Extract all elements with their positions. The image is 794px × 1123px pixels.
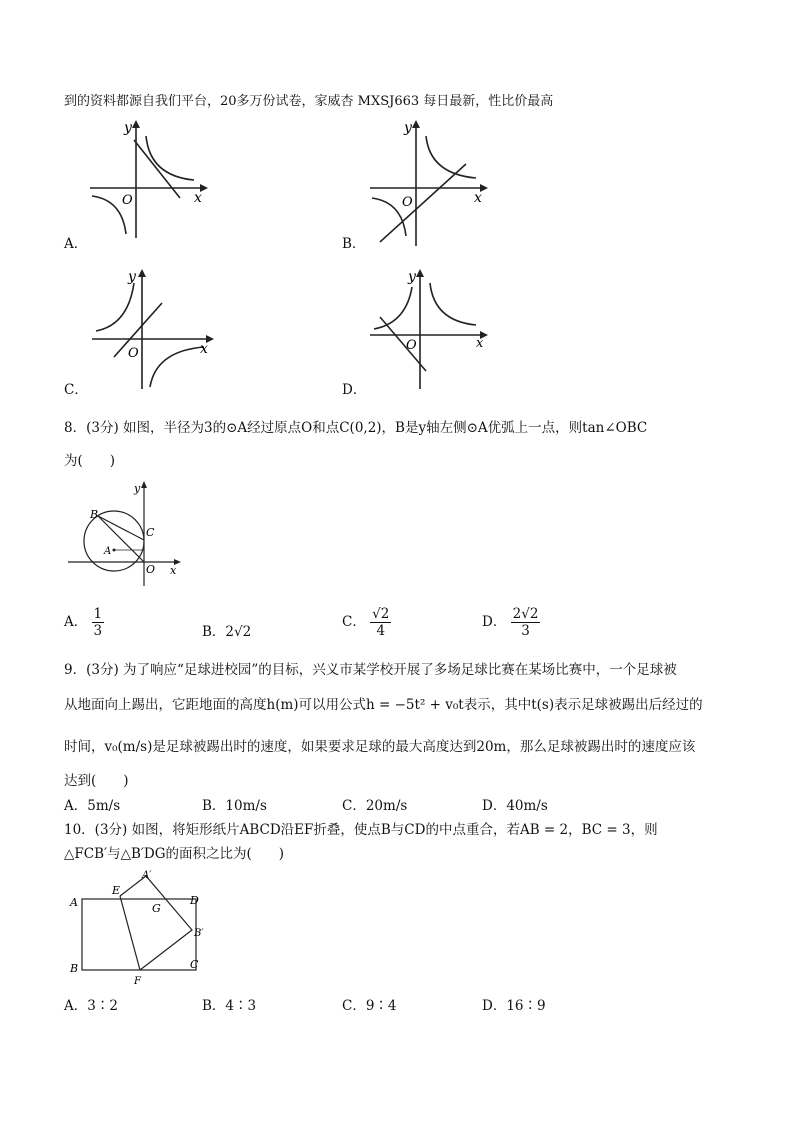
q10-option-c[interactable]: C．9∶4	[342, 998, 397, 1014]
q9-option-a[interactable]: A．5m/s	[64, 798, 121, 814]
q10-text-line2: △FCB′与△B′DG的面积之比为( )	[64, 846, 285, 862]
q9-text-line3: 时间，v₀(m/s)是足球被踢出时的速度，如果要求足球的最大高度达到20m，那么足球被踢出时的速度应该	[64, 739, 696, 755]
graph-b-x-label: x	[474, 190, 482, 206]
q10-text-line1: 10．(3分) 如图，将矩形纸片ABCD沿EF折叠，使点B与CD的中点重合，若AB = 2，BC = 3，则	[64, 822, 658, 838]
q9-text-line4: 达到( )	[64, 773, 129, 789]
graph-a-origin-label: O	[122, 193, 133, 208]
q10-fig-b-prime-label: B′	[194, 928, 204, 939]
q8-option-a-fraction: $\frac{1}{3}$	[93, 606, 103, 639]
q8-fig-x-label: x	[170, 564, 177, 577]
q7-option-c[interactable]: C．	[64, 382, 88, 398]
graph-a-x-label: x	[194, 190, 202, 206]
q10-fig-c-label: C	[190, 958, 199, 971]
graph-c-y-label: y	[128, 269, 136, 285]
q10-option-a[interactable]: A．3∶2	[64, 998, 118, 1014]
q8-text-line2: 为( )	[64, 453, 116, 469]
graph-option-c	[90, 265, 216, 390]
q8-option-d[interactable]: D． $\frac{2√2}{3}$	[482, 606, 539, 639]
q10-fig-d-label: D	[190, 894, 199, 907]
q9-option-d[interactable]: D．40m/s	[482, 798, 548, 814]
q10-fold-figure	[66, 866, 216, 988]
q8-text-line1: 8．(3分) 如图，半径为3的⊙A经过原点O和点C(0,2)，B是y轴左侧⊙A优弧上一点，则tan∠OBC	[64, 420, 648, 436]
graph-option-a	[88, 118, 208, 238]
q10-fig-b-label: B	[70, 962, 79, 975]
q7-option-d[interactable]: D．	[342, 382, 367, 398]
q8-fig-b-label: B	[90, 508, 99, 521]
q7-option-a[interactable]: A．	[64, 236, 88, 252]
graph-d-origin-label: O	[406, 338, 417, 353]
q8-fig-o-label: O	[146, 563, 156, 576]
graph-c-x-label: x	[200, 341, 208, 357]
q8-circle-figure	[66, 478, 182, 588]
q8-option-c-fraction: $\frac{√2}{4}$	[372, 606, 390, 639]
q10-fig-g-label: G	[152, 902, 161, 915]
q8-option-c[interactable]: C． $\frac{√2}{4}$	[342, 606, 390, 639]
q10-fig-a-label: A	[70, 896, 78, 909]
graph-b-y-label: y	[404, 120, 412, 136]
graph-a-y-label: y	[124, 120, 132, 136]
q8-option-a[interactable]: A． $\frac{1}{3}$	[64, 606, 103, 639]
q8-fig-a-label: A	[104, 546, 112, 557]
q8-fig-c-label: C	[146, 526, 155, 539]
q9-text-line1: 9．(3分) 为了响应“足球进校园”的目标，兴义市某学校开展了多场足球比赛在某场比赛中，一个足球被	[64, 662, 677, 678]
graph-d-x-label: x	[476, 336, 484, 351]
q10-fig-a-prime-label: A′	[142, 870, 152, 881]
graph-b-origin-label: O	[402, 195, 413, 210]
q10-fig-e-label: E	[112, 884, 121, 897]
q7-option-b[interactable]: B．	[342, 236, 366, 252]
graph-d-y-label: y	[408, 269, 416, 285]
q9-text-line2: 从地面向上踢出，它距地面的高度h(m)可以用公式h = −5t² + v₀t表示，其中t(s)表示足球被踢出后经过的	[64, 697, 703, 713]
q10-option-d[interactable]: D．16∶9	[482, 998, 546, 1014]
q9-option-b[interactable]: B．10m/s	[202, 798, 267, 814]
graph-c-origin-label: O	[128, 346, 139, 361]
q10-fig-f-label: F	[134, 976, 141, 987]
graph-option-b	[368, 118, 488, 248]
q8-option-d-fraction: $\frac{2√2}{3}$	[512, 606, 539, 639]
q8-option-b[interactable]: B．2√2	[202, 624, 252, 640]
header-banner: 到的资料都源自我们平台，20多万份试卷，家威杏 MXSJ663 每日最新，性比价最高	[64, 94, 554, 109]
q10-option-b[interactable]: B．4∶3	[202, 998, 257, 1014]
graph-option-d	[368, 265, 490, 390]
q8-fig-y-label: y	[134, 482, 141, 495]
q9-option-c[interactable]: C．20m/s	[342, 798, 408, 814]
